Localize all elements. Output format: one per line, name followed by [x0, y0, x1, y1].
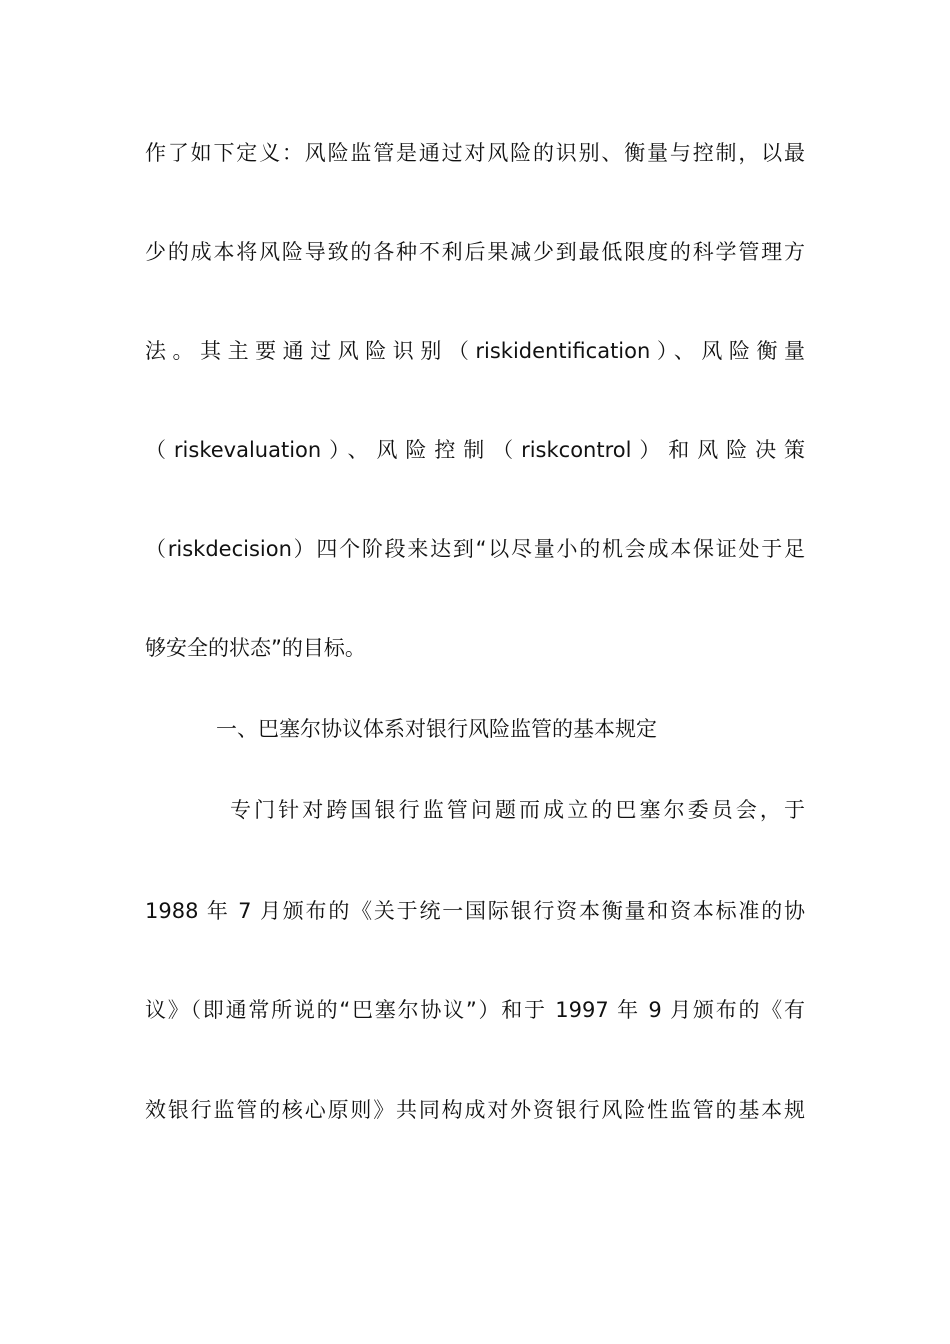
- paragraph2-line-2: 1988 年 7 月颁布的《关于统一国际银行资本衡量和资本标准的协: [145, 899, 805, 923]
- paragraph1-line-6: 够安全的状态”的目标。: [145, 636, 366, 660]
- paragraph2-line-4: 效银行监管的核心原则》共同构成对外资银行风险性监管的基本规: [145, 1098, 805, 1122]
- paragraph1-line-1: 作了如下定义：风险监管是通过对风险的识别、衡量与控制，以最: [145, 141, 805, 165]
- paragraph1-line-5: （riskdecision）四个阶段来达到“以尽量小的机会成本保证处于足: [145, 537, 805, 561]
- paragraph1-line-3: 法。其主要通过风险识别（riskidentification）、风险衡量: [145, 339, 805, 363]
- section-heading: 一、巴塞尔协议体系对银行风险监管的基本规定: [216, 717, 657, 741]
- paragraph1-line-2: 少的成本将风险导致的各种不利后果减少到最低限度的科学管理方: [145, 240, 805, 264]
- paragraph2-line-3: 议》（即通常所说的“巴塞尔协议”）和于 1997 年 9 月颁布的《有: [145, 998, 805, 1022]
- paragraph2-line-1: 专门针对跨国银行监管问题而成立的巴塞尔委员会，于: [230, 798, 805, 822]
- paragraph1-line-4: （riskevaluation）、风险控制（riskcontrol）和风险决策: [145, 438, 805, 462]
